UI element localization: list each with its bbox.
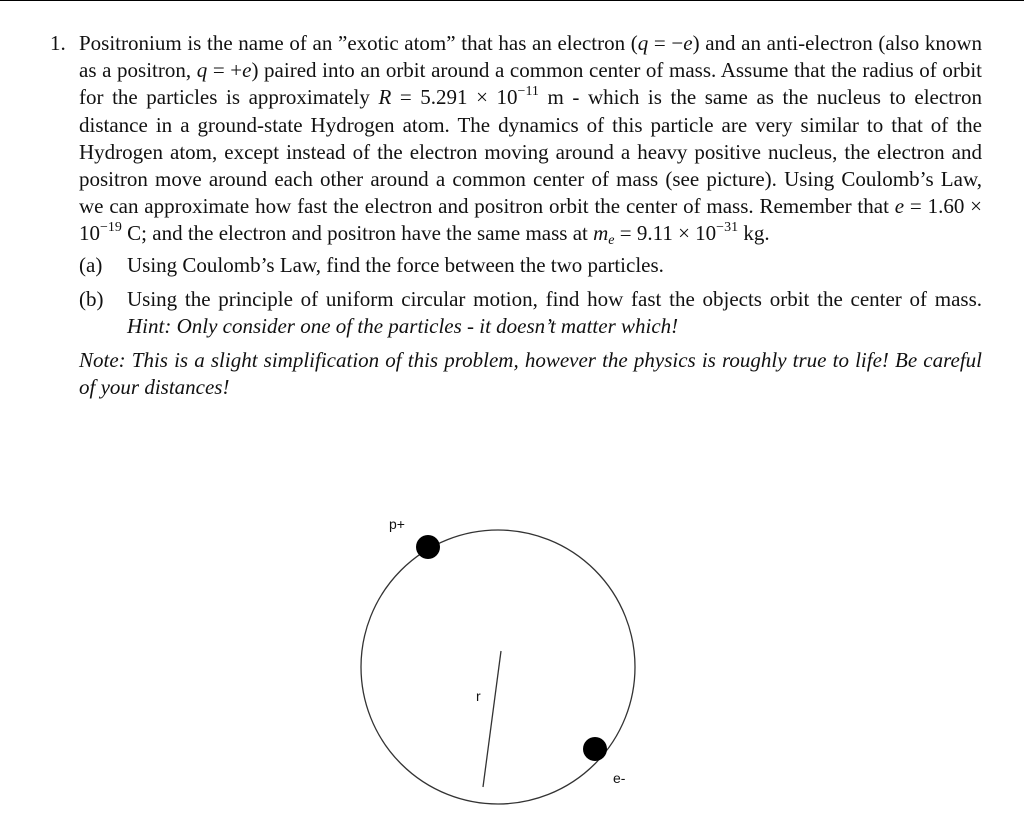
math-m: m bbox=[593, 221, 609, 246]
part-b-hint: Hint: Only consider one of the particles - it doesn’t matter which! bbox=[127, 314, 679, 339]
positron-label: p+ bbox=[389, 516, 405, 532]
part-b-text: Using the principle of uniform circular motion, find how fast the objects orbit the center of mass. bbox=[127, 286, 982, 311]
math-e-value: = 1.60 × 10 bbox=[79, 194, 983, 246]
orbit-circle bbox=[361, 530, 635, 804]
intro-text-3: ) paired into an orbit around a common center of mass. Assume that the radius of orbit for the particles is approximately bbox=[79, 58, 983, 110]
part-a-label: (a) bbox=[79, 252, 103, 277]
math-q: q bbox=[637, 31, 649, 55]
math-m-value: = 9.11 × 10 bbox=[614, 221, 717, 246]
math-R-value: = 5.291 × 10 bbox=[391, 85, 518, 110]
math-e: e bbox=[683, 31, 693, 55]
radius-line bbox=[483, 651, 501, 787]
positron-particle bbox=[416, 535, 440, 559]
intro-text-6: kg. bbox=[738, 221, 770, 246]
math-R: R bbox=[378, 85, 392, 110]
math-q: q bbox=[196, 58, 208, 83]
part-a bbox=[79, 252, 982, 279]
intro-text-2: ) and an anti-electron (also known as a positron, bbox=[79, 31, 983, 83]
part-b-label: (b) bbox=[79, 286, 104, 311]
math-m-subscript: e bbox=[608, 233, 615, 249]
radius-label: r bbox=[476, 688, 481, 704]
note: Note: This is a slight simplification of this problem, however the physics is roughly true to life! Be careful of your distances! bbox=[79, 348, 982, 400]
math-e-exponent: −19 bbox=[100, 220, 122, 236]
math-m-exponent: −31 bbox=[716, 220, 739, 236]
math-R-exponent: −11 bbox=[517, 84, 539, 100]
intro-text-4: m - which is the same as the nucleus to electron distance in a ground-state Hydrogen atom. The dynamics of this particle are very similar to that of the Hydrogen atom, except instead of the electron moving around a heavy positive nucleus, the electron and positron move around each other around a common center of mass (see picture). Using Coulomb’s Law, we can approximate how fast the electron and positron orbit the center of mass. Remember that bbox=[79, 85, 983, 219]
math-eq: = − bbox=[648, 31, 684, 55]
part-b bbox=[79, 286, 982, 340]
math-eq: = + bbox=[207, 58, 243, 83]
positronium-diagram bbox=[345, 505, 675, 805]
sub-questions bbox=[79, 252, 982, 341]
part-a-text: Using Coulomb’s Law, find the force between the two particles. bbox=[127, 252, 664, 277]
problem-number: 1. bbox=[50, 31, 66, 55]
problem-1 bbox=[50, 30, 982, 402]
math-e: e bbox=[242, 58, 252, 83]
electron-particle bbox=[583, 737, 607, 761]
electron-label: e- bbox=[613, 770, 626, 786]
problem-statement bbox=[79, 30, 982, 248]
math-e: e bbox=[894, 194, 905, 219]
intro-text-1: Positronium is the name of an ”exotic atom” that has an electron ( bbox=[79, 31, 638, 55]
top-rule bbox=[0, 0, 1024, 1]
intro-text-5: C; and the electron and positron have the same mass at bbox=[121, 221, 594, 246]
problem-intro bbox=[79, 30, 982, 248]
